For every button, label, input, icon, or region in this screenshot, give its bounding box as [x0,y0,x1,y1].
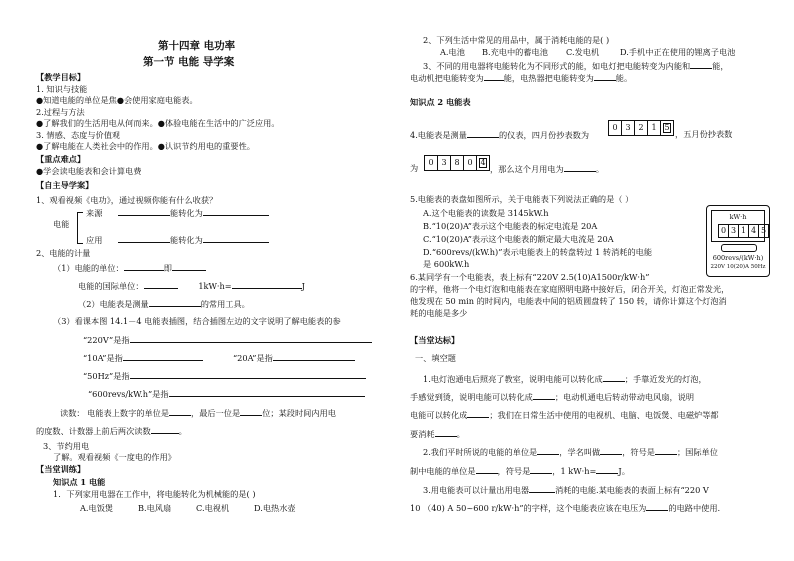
q1-option-b: B.电风扇 [138,503,172,513]
r2-option-a: A.电池 [440,47,465,57]
goal-2: 2.过程与方法 [36,107,85,117]
goal-1-text: ●知道电能的单位是焦●会使用家庭电能表。 [36,95,198,105]
fill-heading: 一、填空题 [415,353,456,363]
right-q6-line2: 的字样，他将一个电灯泡和电能表在家庭照明电路中接好后，闭合开关，灯泡正常发光， [410,284,730,294]
meter-disk [721,244,757,252]
q2-unit: （1）电能的单位： 即 [53,262,206,273]
question-3: 3、节约用电 [43,441,90,451]
question-3-text: 了解。观看视频《一度电的作用》 [53,452,176,462]
r5-option-d-cont: 是 600kW.h [423,259,470,269]
knowledge-point-2: 知识点 2 电能表 [410,97,471,107]
brace [77,212,83,244]
r5-option-b: B.“10(20)A”表示这个电能表的标定电流是 20A [423,221,598,231]
april-reading-box: 0 3 2 1 5 [608,120,674,136]
fill-q3-line2: 10 （40) A 50~600 r/kW·h”的字样，这个电能表应该在电压为 的电路中使用. [410,503,721,513]
may-reading-box: 0 3 8 0 4 [424,155,490,171]
energy-label: 电能 [53,219,70,229]
r2-option-d: D.手机中正在使用的锂离子电池 [620,47,736,57]
meter-rate: 600revs/(kW·h) [712,254,764,262]
knowledge-point-1: 知识点 1 电能 [53,477,106,487]
right-q4-line2: ，那么这个月用电为 。 [490,164,604,174]
right-q4-wei: 为 [410,163,419,173]
right-q2: 2、下列生活中常见的用品中，属于消耗电能的是( ) [423,35,610,45]
right-q5: 5.电能表的表盘如图所示，关于电能表下列说法正确的是（ ） [410,194,634,204]
right-q3-line1: 3、不同的用电器将电能转化为不同形式的能，如电灯把电能转变为内能和 能， [423,61,729,71]
q2-figure: （3）看课本图 14.1－4 电能表插图，结合插图左边的文字说明了解电能表的参 [53,316,341,326]
fill-q1-line4: 要消耗 。 [410,429,465,439]
goal-1: 1. 知识与技能 [36,84,88,94]
key-heading: 【重点难点】 [36,154,86,164]
param-50hz: “50Hz”是指 [83,370,366,381]
self-study-heading: 【自主导学案】 [36,180,94,190]
right-q6-line3: 他发现在 50 min 的时间内，电能表中间的铝质圆盘转了 150 转，请你计算这个灯泡消 [410,296,727,306]
training-q1: 1．下列家用电器在工作中，将电能转化为机械能的是( ) [53,489,256,499]
param-10a: “10A”是指 [83,352,203,363]
chapter-title: 第十四章 电功率 [158,40,236,52]
r5-option-c: C.“10(20)A”表示这个电能表的额定最大电流是 20A [423,234,614,244]
right-q3-line2: 电动机把电能转变为 能，电热器把电能转变为 能。 [410,73,633,83]
fill-q1-line2: 手感觉到烫，说明电能可以转化成 ；电动机通电后转动带动电风扇，说明 [410,392,695,402]
right-q4-may: ，五月份抄表数 [675,129,733,139]
q1-option-d: D.电热水壶 [254,503,296,513]
meter-window [711,210,765,242]
reading-line-1: 读数： 电能表上数字的单位是 ，最后一位是 位；某段时间内用电 [60,408,336,418]
goal-2-text: ●了解我们的生活用电从何而来。●体验电能在生活中的广泛应用。 [36,118,280,128]
reading-line-2: 的度数、计数器上前后两次读数 。 [36,426,187,436]
meter-digits: 0 3 1 4 5 [718,224,768,238]
r2-option-c: C.发电机 [566,47,600,57]
q2-si-unit: 电能的国际单位： 1kW·h= J [78,281,305,291]
meter-unit: kW·h [729,213,747,221]
right-q6-line1: 6.某同学有一个电能表，表上标有“220V 2.5(10)A1500r/kW·h” [410,272,650,282]
goal-3-text: ●了解电能在人类社会中的作用。●认识节约用电的重要性。 [36,141,255,151]
electric-meter-figure [706,205,770,277]
q2-meter: （2）电能表是测量 的常用工具。 [78,299,250,309]
goals-heading: 【教学目标】 [36,72,86,82]
fill-q1-line3: 电能可以转化成 ；我们在日常生活中使用的电视机、电脑、电饭煲、电磁炉等都 [410,410,719,420]
key-point: ●学会读电能表和会计算电费 [36,166,142,176]
source-row: 来源 能转化为 [86,207,269,218]
final-heading: 【当堂达标】 [410,335,460,345]
training-heading: 【当堂训练】 [36,464,86,474]
question-1: 1、观看视频《电功》，通过视频你能有什么收获？ [36,195,218,205]
fill-q2-line2: 制中电能的单位是 ，符号是 ，1 kW·h= J。 [410,466,630,476]
question-2: 2、电能的计量 [36,248,91,258]
q1-option-a: A.电饭煲 [80,503,114,513]
param-20a: “20A”是指 [233,352,355,363]
r5-option-a: A.这个电能表的读数是 3145kW.h [423,208,549,218]
r2-option-b: B.充电中的蓄电池 [482,47,548,57]
r5-option-d: D.“600revs/(kW.h)”表示电能表上的转盘转过 1 转消耗的电能 [423,247,653,257]
param-220v: “220V”是指 [83,334,372,345]
right-q4-line1: 4.电能表是测量 的仪表，四月份抄表数为 [410,130,590,140]
section-title: 第一节 电能 导学案 [143,56,235,68]
fill-q1-line1: 1.电灯泡通电后照亮了教室，说明电能可以转化成 ；手靠近发光的灯泡， [423,374,707,384]
right-q6-line4: 耗的电能是多少 [410,308,468,318]
use-row: 应用 能转化为 [86,234,269,245]
param-600revs: “600revs/kW.h”是指 [88,388,365,399]
goal-3: 3. 情感、态度与价值观 [36,130,121,140]
fill-q2-line1: 2.我们平时所说的电能的单位是 ，学名叫做 ，符号是 ；国际单位 [423,447,718,457]
meter-spec: 220V 10(20)A 50Hz [710,264,766,270]
q1-option-c: C.电视机 [196,503,230,513]
fill-q3-line1: 3.用电能表可以计量出用电器 消耗的电能.某电能表的表面上标有“220 V [423,485,709,495]
